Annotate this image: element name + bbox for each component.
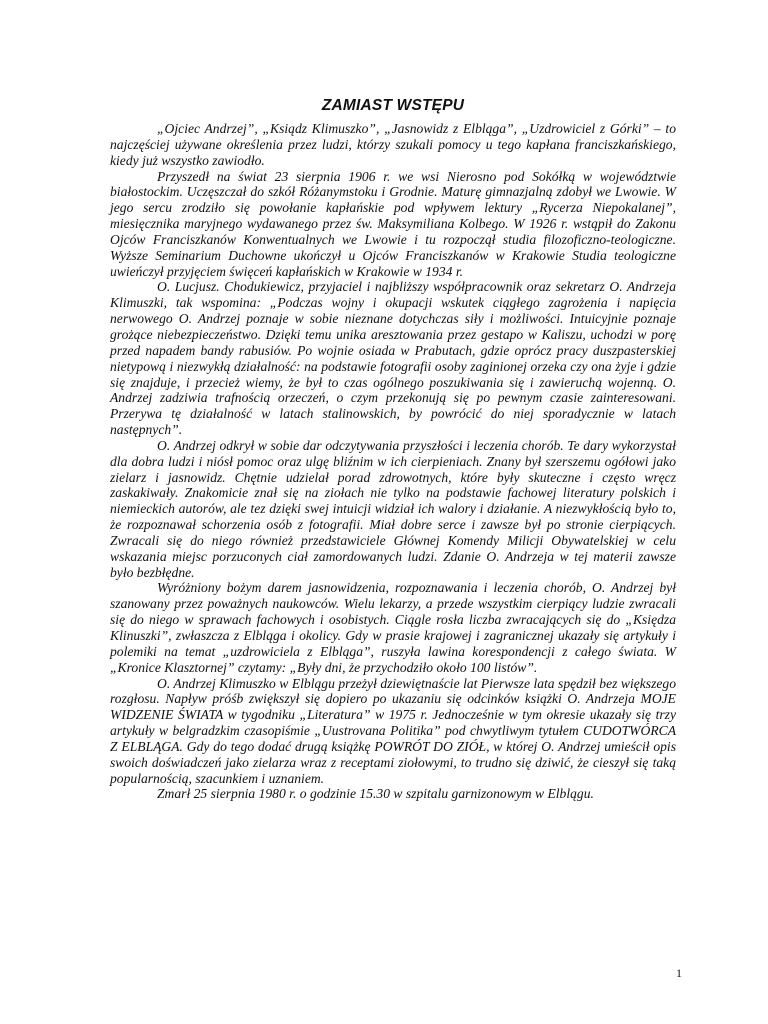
page-number: 1 [676, 966, 682, 980]
paragraph-death: Zmarł 25 sierpnia 1980 r. o godzinie 15.30 w szpitalu garnizonowym w Elblągu. [157, 786, 594, 802]
body-text [110, 121, 676, 802]
paragraph-intro: „Ojciec Andrzej”, „Ksiądz Klimuszko”, „Jasnowidz z Elbląga”, „Uzdrowiciel z Górki” – to najczęściej używane określenia przez ludzi, którzy szukali pomocy u tego kapłana franciszkańskiego, kiedy już wszystko zawiodło. [110, 121, 676, 168]
document-page [110, 97, 676, 802]
page-title: ZAMIAST WSTĘPU [321, 97, 465, 114]
paragraph-birth: Przyszedł na świat 23 sierpnia 1906 r. we wsi Nierosno pod Sokółką w województwie białostockim. Uczęszczał do szkół Różanymstoku i Grodnie. Maturę gimnazjalną zdobył we Lwowie. W jego sercu zrodziło się powołanie kapłańskie pod wpływem lektury „Rycerza Niepokalanej”, miesięcznika maryjnego wydawanego przez św. Maksymiliana Kolbego. W 1926 r. wstąpił do Zakonu Ojców Franciszkanów Konwentualnych we Lwowie i tu rozpoczął studia filozoficzno-teologiczne. Wyższe Seminarium Duchowne ukończył u Ojców Franciszkanów w Krakowie Studia teologiczne uwieńczył przyjęciem święceń kapłańskich w Krakowie w 1934 r. [110, 168, 676, 279]
paragraph-gifts: O. Andrzej odkrył w sobie dar odczytywania przyszłości i leczenia chorób. Te dary wykorzystał dla dobra ludzi i niósł pomoc oraz ulgę bliźnim w ich cierpieniach. Znany był szerszemu ogółowi jako zielarz i jasnowidz. Chętnie udzielał porad zdrowotnych, które były skuteczne i często wręcz zaskakiwały. Znakomicie znał się na ziołach nie tylko na podstawie fachowej literatury polskich i niemieckich autorów, ale tez dzięki swej intuicji widział ich walory i działanie. A niezwykłością było to, że rozpoznawał schorzenia osób z fotografii. Miał dobre serce i zawsze był po stronie cierpiących. Zwracali się do niego również przedstawiciele Głównej Komendy Milicji Obywatelskiej w celu wskazania miejsc porzuconych ciał zamordowanych ludzi. Zdanie O. Andrzeja w tej materii zawsze było bezbłędne. [110, 437, 676, 580]
paragraph-renown: Wyróżniony bożym darem jasnowidzenia, rozpoznawania i leczenia chorób, O. Andrzej był szanowany przez poważnych naukowców. Wielu lekarzy, a przede wszystkim cierpiący ludzie zwracali się do niego w sprawach fachowych i osobistych. Ciągle rosła liczba zwracających się do „Księdza Klinuszki”, zwłaszcza z Elbląga i okolicy. Gdy w prasie krajowej i zagranicznej ukazały się artykuły i polemiki na temat „uzdrowiciela z Elbląga”, ruszyła lawina korespondencji z całego świata. W „Kronice Klasztornej” czytamy: „Były dni, że przychodziło około 100 listów”. [110, 580, 676, 675]
paragraph-elblag: O. Andrzej Klimuszko w Elblągu przeżył dziewiętnaście lat Pierwsze lata spędził bez większego rozgłosu. Napływ próśb zwiększył się dopiero po ukazaniu się odcinków książki O. Andrzeja MOJE WIDZENIE ŚWIATA w tygodniku „Literatura” w 1975 r. Jednocześnie w tym okresie ukazały się trzy artykuły w belgradzkim czasopiśmie „Uustrovana Politika” pod chwytliwym tytułem CUDOTWÓRCA Z ELBLĄGA. Gdy do tego dodać drugą książkę POWRÓT DO ZIÓŁ, w której O. Andrzej umieścił opis swoich doświadczeń jako zielarza wraz z receptami ziołowymi, to trudno się dziwić, że cieszył się taką popularnością, szacunkiem i uznaniem. [110, 675, 676, 786]
paragraph-recollection: O. Lucjusz. Chodukiewicz, przyjaciel i najbliższy współpracownik oraz sekretarz O. Andrzeja Klimuszki, tak wspomina: „Podczas wojny i okupacji wskutek ciągłego zagrożenia i napięcia nerwowego O. Andrzej poznaje w sobie nieznane dotychczas siły i możliwości. Intuicyjnie poznaje grożące niebezpieczeństwo. Dzięki temu unika aresztowania przez gestapo w Kaliszu, uchodzi w porę przed napadem bandy rabusiów. Po wojnie osiada w Prabutach, gdzie oprócz pracy duszpasterskiej nietypową i niezwykłą działalność: na podstawie fotografii osoby zaginionej orzeka czy ona żyje i gdzie się znajduje, i przecież wiemy, że był to czas ogólnego poszukiwania się i zawieruchą wojenną. O. Andrzej zadziwia trafnością orzeczeń, o czym przekonują się po pewnym czasie zainteresowani. Przerywa tę działalność w latach stalinowskich, by powrócić do niej sporadycznie w latach następnych”. [110, 279, 676, 438]
